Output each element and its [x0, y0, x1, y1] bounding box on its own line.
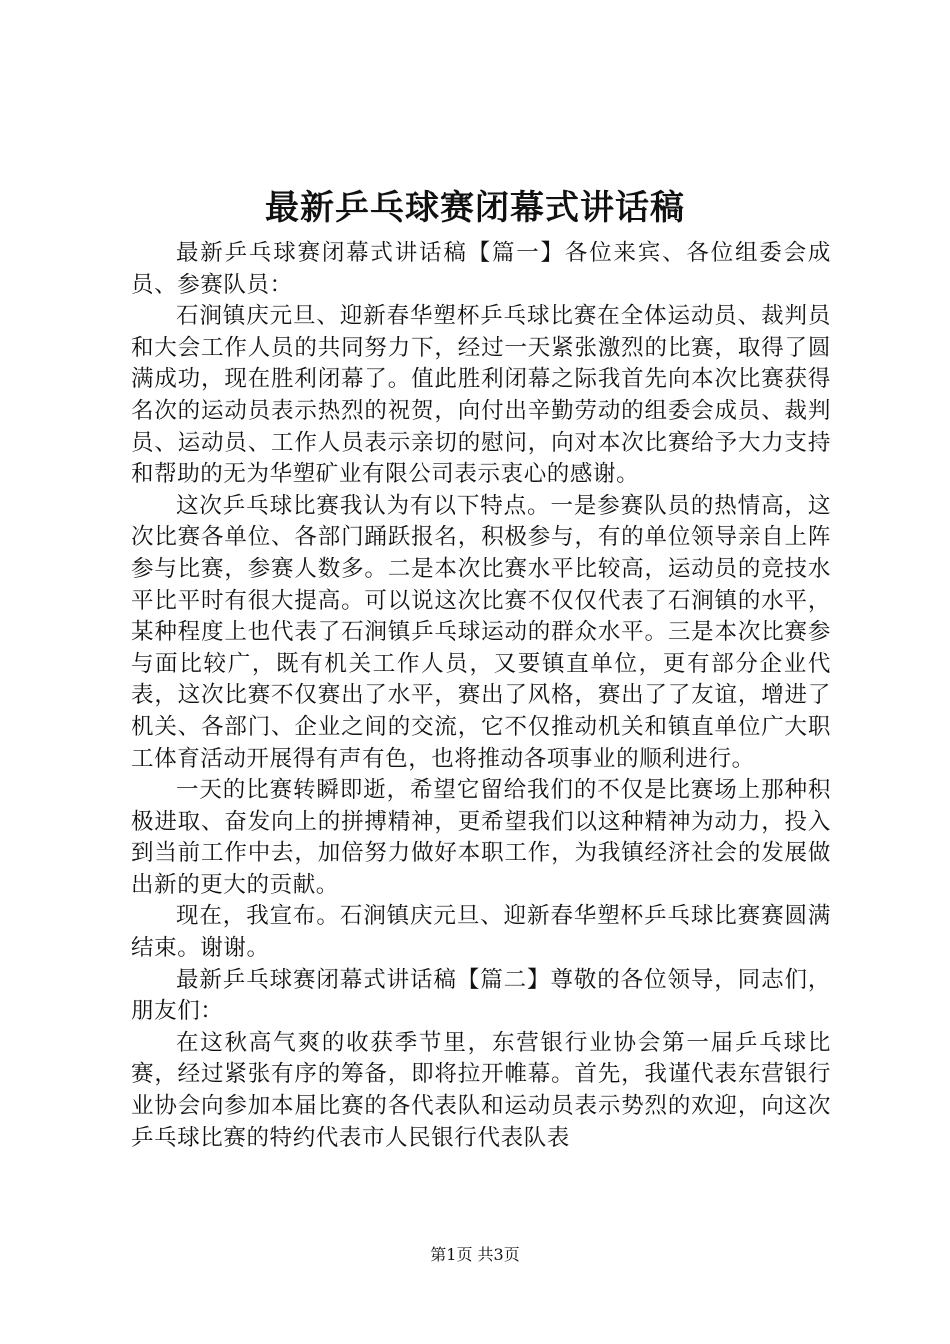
paragraph: 这次乒乓球比赛我认为有以下特点。一是参赛队员的热情高，这次比赛各单位、各部门踊跃报名，积极参与，有的单位领导亲自上阵参与比赛，参赛人数多。二是本次比赛水平比较高，运动员的竞技水平比平时有很大提高。可以说这次比赛不仅仅代表了石涧镇的水平，某种程度上也代表了石涧镇乒乓球运动的群众水平。三是本次比赛参与面比较广，既有机关工作人员，又要镇直单位，更有部分企业代表，这次比赛不仅赛出了水平，赛出了风格，赛出了了友谊，增进了机关、各部门、企业之间的交流，它不仅推动机关和镇直单位广大职工体育活动开展得有声有色，也将推动各项事业的顺利进行。	[131, 492, 831, 772]
page-number-footer: 第1页 共3页	[430, 1245, 520, 1264]
paragraph: 最新乒乓球赛闭幕式讲话稿【篇二】尊敬的各位领导，同志们，朋友们：	[131, 966, 831, 1025]
paragraph: 在这秋高气爽的收获季节里，东营银行业协会第一届乒乓球比赛，经过紧张有序的筹备，即将拉开帷幕。首先，我谨代表东营银行业协会向参加本届比赛的各代表队和运动员表示势烈的欢迎，向这次乒乓球比赛的特约代表市人民银行代表队表	[131, 1029, 831, 1151]
paragraph: 一天的比赛转瞬即逝，希望它留给我们的不仅是比赛场上那种积极进取、奋发向上的拼搏精神，更希望我们以这种精神为动力，投入到当前工作中去，加倍努力做好本职工作，为我镇经济社会的发展做出新的更大的贡献。	[131, 777, 831, 898]
document-body	[131, 238, 831, 1154]
paragraph: 现在，我宣布。石涧镇庆元旦、迎新春华塑杯乒乓球比赛赛圆满结束。谢谢。	[131, 903, 831, 962]
document-title: 最新乒乓球赛闭幕式讲话稿	[265, 188, 685, 228]
paragraph: 最新乒乓球赛闭幕式讲话稿【篇一】各位来宾、各位组委会成员、参赛队员：	[131, 240, 831, 298]
paragraph: 石涧镇庆元旦、迎新春华塑杯乒乓球比赛在全体运动员、裁判员和大会工作人员的共同努力下，经过一天紧张激烈的比赛，取得了圆满成功，现在胜利闭幕了。值此胜利闭幕之际我首先向本次比赛获得名次的运动员表示热烈的祝贺，向付出辛勤劳动的组委会成员、裁判员、运动员、工作人员表示亲切的慰问，向对本次比赛给予大力支持和帮助的无为华塑矿业有限公司表示衷心的感谢。	[131, 303, 831, 488]
